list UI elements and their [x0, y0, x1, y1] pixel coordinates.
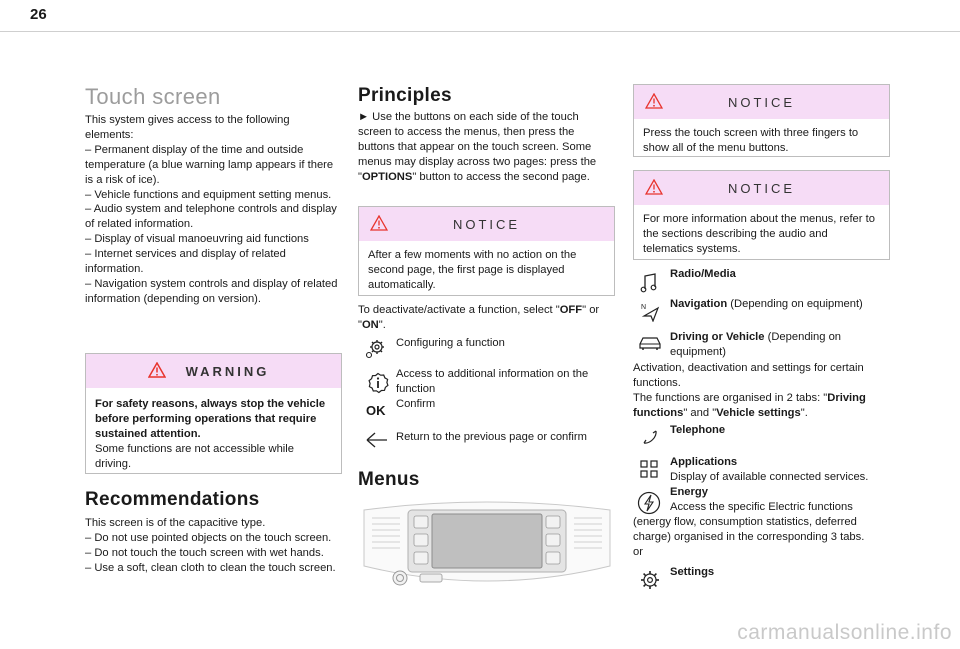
driving-vehicle-label: Driving or Vehicle (Depending on equipment): [670, 331, 842, 358]
warning-label: WARNING: [185, 364, 270, 379]
list-item: – Do not touch the touch screen with wet hands.: [85, 546, 324, 559]
principles-title: Principles: [358, 85, 452, 106]
warning-bold-text: For safety reasons, always stop the vehicle before performing operations that require sustained attention.: [95, 398, 326, 440]
list-item: – Display of visual manoeuvring aid functions: [85, 233, 309, 246]
applications-grid-icon: [640, 460, 658, 478]
applications-label: Applications: [670, 456, 738, 468]
telephone-label: Telephone: [670, 424, 726, 436]
warning-header: [86, 354, 341, 388]
list-item: – Vehicle functions and equipment setting menus.: [85, 188, 332, 201]
configure-function-text: Configuring a function: [396, 337, 505, 349]
intro-text: This system gives access to the following elements: – Permanent display of the time and outside temperature (a blue warning lamp appears if there is a risk of ice). – Vehicle functions and equipment setting menus. – Audio system and telephone controls and display of related information. – Display of visual manoeuvring aid functions – Internet services and display of related information. – Navigation system controls and display of related information (depending on version).: [85, 113, 341, 307]
warning-text: Some functions are not accessible while driving.: [95, 442, 294, 470]
energy-description: (energy flow, consumption statistics, deferred charge) organised in the corresponding 3 tabs. or: [633, 516, 865, 558]
notice-label: NOTICE: [452, 217, 521, 232]
notice-label: NOTICE: [727, 95, 796, 110]
notice-text: For more information about the menus, refer to the sections describing the audio and telematics systems.: [643, 213, 875, 255]
applications-block: [670, 455, 888, 500]
energy-icon: [637, 491, 661, 515]
driving-vehicle-description: Activation, deactivation and settings for certain functions. The functions are organised in 2 tabs: "Driving functions" and "Vehicle settings".: [633, 362, 866, 419]
principles-text: ► Use the buttons on each side of the touch screen to access the menus, then press the buttons that appear on the touch screen. Some menus may display across two pages: press the "OPTIONS" button to access the second page.: [358, 111, 597, 183]
return-text: Return to the previous page or confirm: [396, 431, 587, 443]
notice-text: After a few moments with no action on the second page, the first page is displayed automatically.: [368, 249, 577, 291]
telephone-icon: [641, 428, 659, 446]
car-icon: [638, 335, 662, 351]
list-item: – Permanent display of the time and outside temperature (a blue warning lamp appears if there is a risk of ice).: [85, 143, 334, 186]
info-icon: [367, 372, 389, 394]
applications-description: Display of available connected services.: [670, 470, 869, 483]
settings-gear-icon: [364, 338, 386, 360]
svg-text:N: N: [641, 304, 647, 311]
header-divider: [0, 31, 960, 32]
settings-label: Settings: [670, 566, 715, 578]
list-item: – Audio system and telephone controls and display of related information.: [85, 203, 337, 231]
page-title: Touch screen: [85, 84, 221, 109]
notice-label: NOTICE: [727, 181, 796, 196]
notice-header: [359, 207, 614, 241]
page-number: 26: [30, 6, 47, 23]
notice-text: Press the touch screen with three fingers to show all of the menu buttons.: [643, 127, 859, 154]
settings-gear-icon: [639, 569, 661, 591]
notice-box: [358, 206, 615, 296]
notice-box: [633, 84, 890, 157]
menus-title: Menus: [358, 469, 420, 490]
list-item: – Do not use pointed objects on the touch screen.: [85, 531, 332, 544]
radio-media-label: Radio/Media: [670, 268, 736, 280]
list-item: – Use a soft, clean cloth to clean the touch screen.: [85, 561, 336, 574]
back-arrow-icon: [366, 432, 388, 448]
recommendations-text: This screen is of the capacitive type. – Do not use pointed objects on the touch screen. – Do not touch the touch screen with wet hands. – Use a soft, clean cloth to clean the touch screen.: [85, 516, 347, 576]
energy-line1: Access the specific Electric functions: [670, 501, 853, 513]
warning-box: [85, 353, 342, 474]
navigation-label: Navigation (Depending on equipment): [670, 298, 863, 310]
music-note-icon: [640, 273, 658, 293]
notice-header: [634, 85, 889, 119]
energy-label: Energy: [670, 485, 708, 498]
recommendations-title: Recommendations: [85, 489, 260, 510]
watermark: carmanualsonline.info: [737, 621, 952, 644]
deactivate-text: To deactivate/activate a function, select "OFF" or "ON".: [358, 304, 600, 331]
ok-icon: OK: [366, 403, 386, 418]
list-item: – Internet services and display of related information.: [85, 248, 286, 276]
dashboard-touchscreen-illustration: [360, 496, 614, 594]
list-item: – Navigation system controls and display of related information (depending on version).: [85, 277, 338, 305]
additional-info-text: Access to additional information on the function: [396, 368, 589, 395]
confirm-text: Confirm: [396, 398, 436, 410]
notice-box: [633, 170, 890, 260]
navigation-icon: [640, 302, 660, 322]
notice-header: [634, 171, 889, 205]
